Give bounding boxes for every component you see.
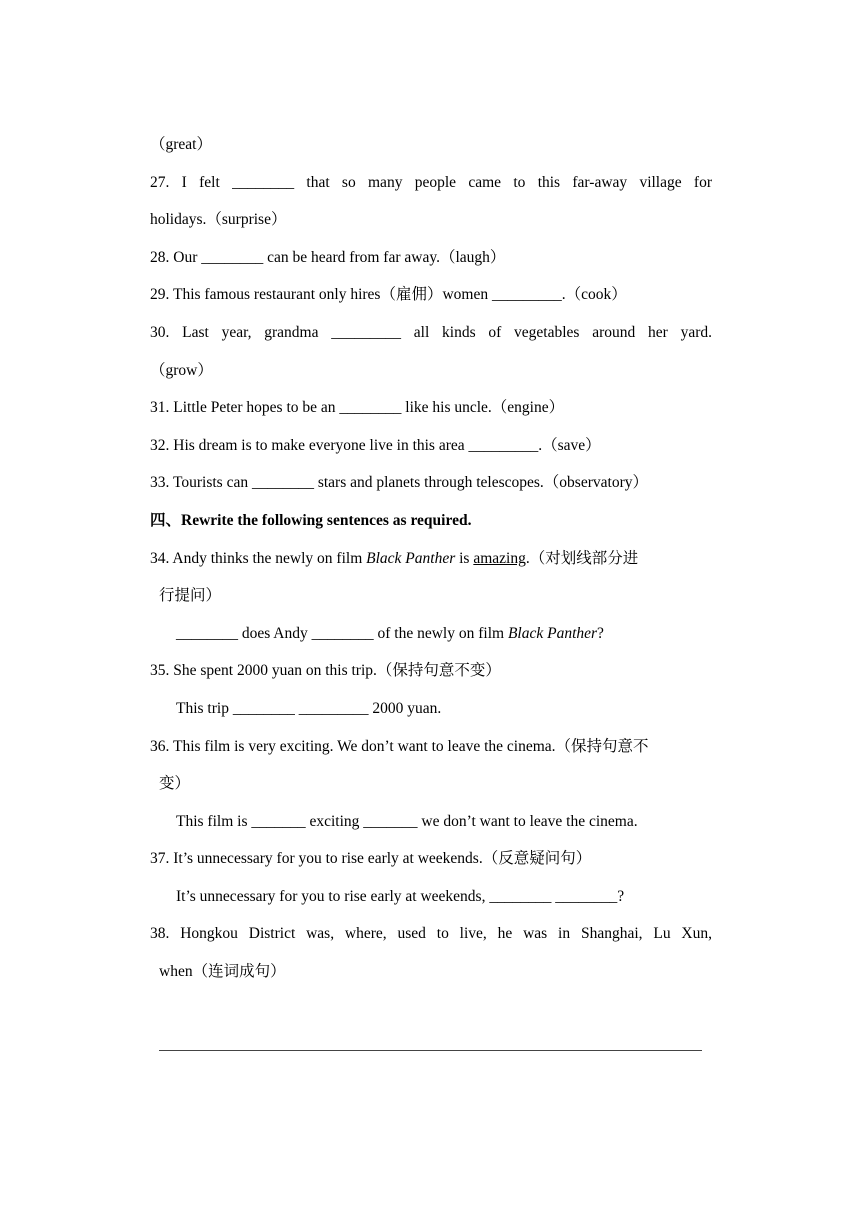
q34-prefix: 34. Andy thinks the newly on film	[150, 549, 367, 567]
q34-answer-prefix: ________ does Andy ________ of the newly on film	[176, 624, 508, 642]
worksheet-page	[150, 126, 712, 991]
question-27-line-1: 27. I felt ________ that so many people came to this far-away village for	[150, 173, 712, 191]
question-36-line-1: 36. This film is very exciting. We don’t want to leave the cinema.（保持句意不	[150, 737, 649, 755]
question-37-answer: It’s unnecessary for you to rise early at weekends, ________ ________?	[176, 887, 625, 905]
question-30-line-2: （grow）	[150, 361, 213, 379]
question-31: 31. Little Peter hopes to be an ________ like his uncle.（engine）	[150, 399, 565, 417]
question-34-line-1	[150, 540, 712, 578]
q34-instruction: .（对划线部分进	[525, 549, 639, 567]
question-38-line-1: 38. Hongkou District was, where, used to live, he was in Shanghai, Lu Xun,	[150, 925, 712, 943]
section-heading: 四、Rewrite the following sentences as required.	[150, 511, 472, 529]
question-32: 32. His dream is to make everyone live in this area _________.（save）	[150, 436, 601, 454]
q34-underlined-word: amazing	[473, 549, 526, 567]
q34-is: is	[455, 549, 474, 567]
question-36-answer: This film is _______ exciting _______ we don’t want to leave the cinema.	[176, 812, 638, 830]
question-35-answer: This trip ________ _________ 2000 yuan.	[176, 699, 442, 717]
q34-answer-suffix: ?	[597, 624, 604, 642]
question-29: 29. This famous restaurant only hires（雇佣）women _________.（cook）	[150, 286, 627, 304]
question-34-line-2: 行提问）	[159, 587, 222, 605]
question-35: 35. She spent 2000 yuan on this trip.（保持句意不变）	[150, 662, 501, 680]
line-great-hint: （great）	[150, 136, 212, 153]
q34-answer-film-title: Black Panther	[507, 624, 598, 642]
question-33: 33. Tourists can ________ stars and planets through telescopes.（observatory）	[150, 474, 648, 492]
answer-line	[159, 1050, 702, 1051]
question-34-answer	[150, 615, 712, 653]
question-30-line-1: 30. Last year, grandma _________ all kinds of vegetables around her yard.	[150, 323, 712, 341]
question-36-line-2: 变）	[159, 775, 191, 793]
question-38-line-2: when（连词成句）	[159, 963, 286, 981]
q34-film-title: Black Panther	[366, 549, 456, 567]
question-37: 37. It’s unnecessary for you to rise early at weekends.（反意疑问句）	[150, 850, 592, 868]
question-27-line-2: holidays.（surprise）	[150, 211, 287, 229]
question-28: 28. Our ________ can be heard from far away.（laugh）	[150, 248, 506, 266]
